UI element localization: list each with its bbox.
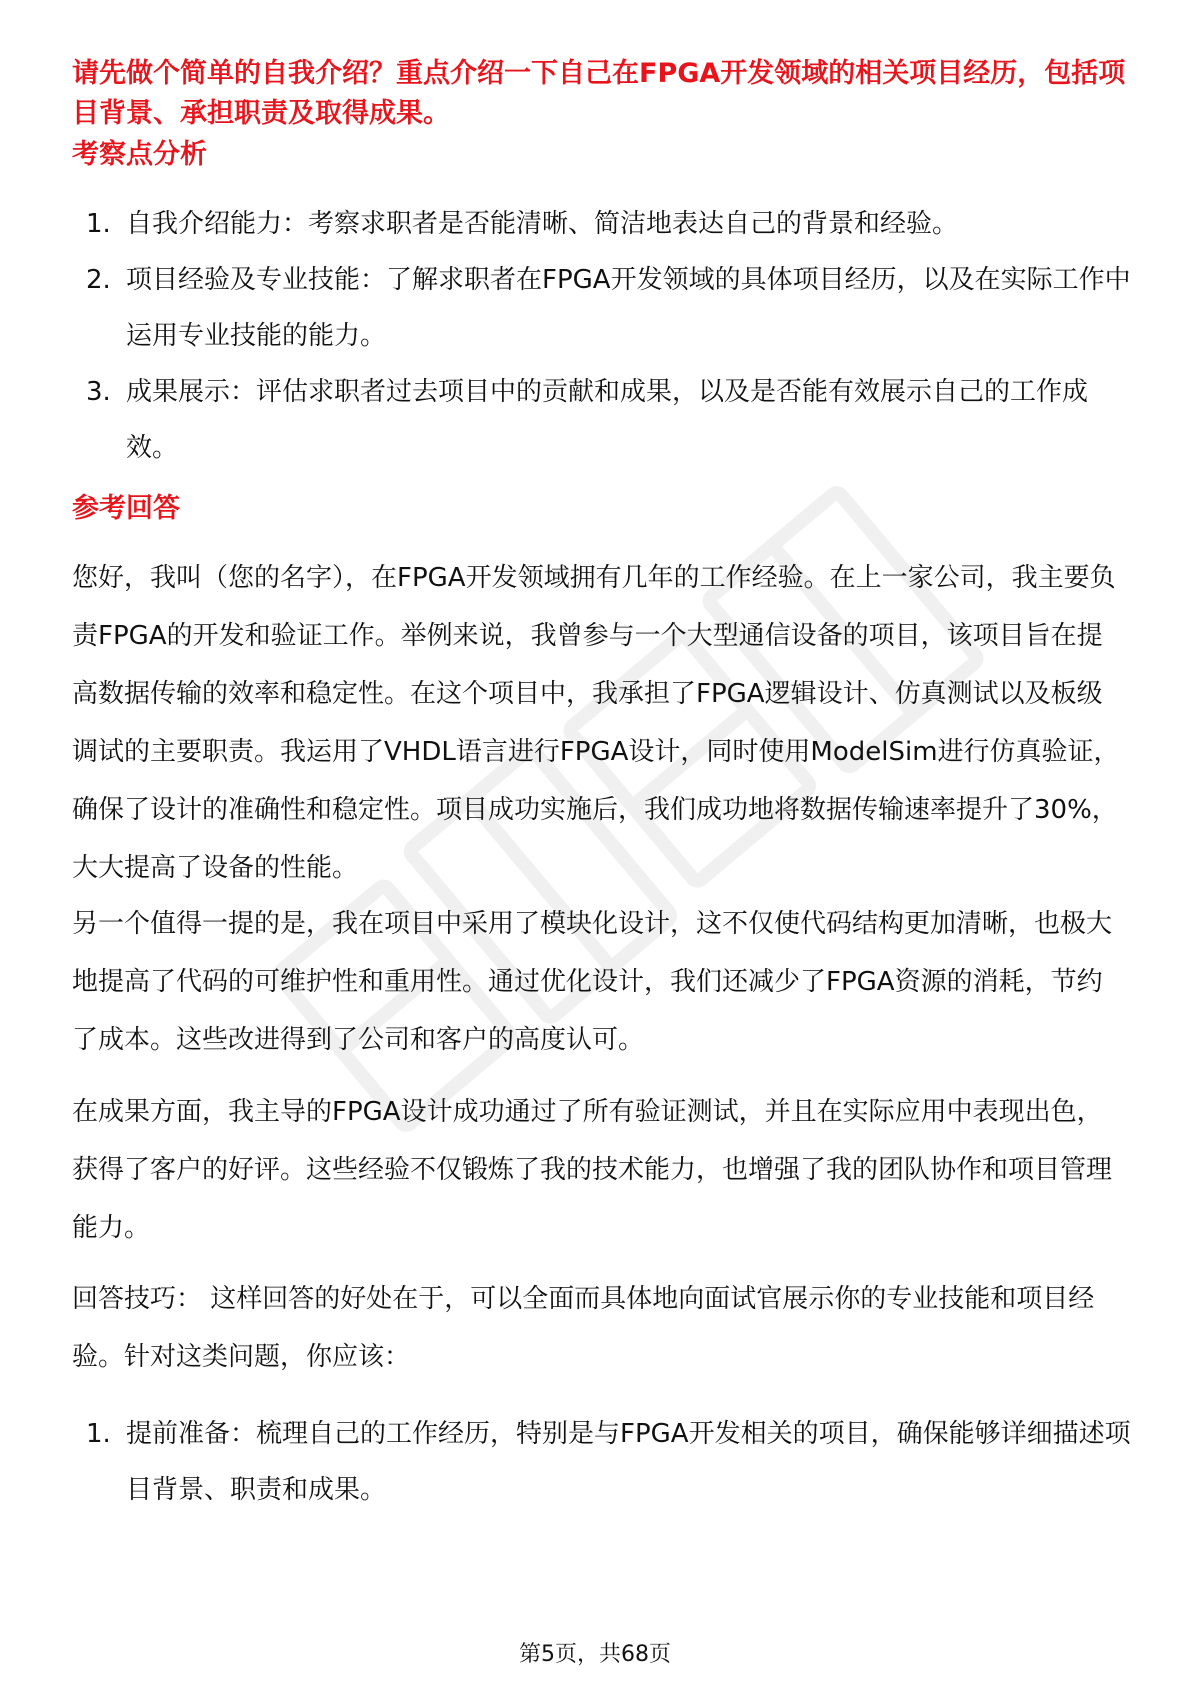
answer-tips-intro: 回答技巧： 这样回答的好处在于，可以全面而具体地向面试官展示你的专业技能和项目经验。针对这类问题，你应该： [72, 1284, 1095, 1372]
analysis-list [72, 196, 1132, 476]
list-number: 1. [86, 1419, 111, 1449]
answer-paragraph: 另一个值得一提的是，我在项目中采用了模块化设计，这不仅使代码结构更加清晰，也极大地提高了代码的可维护性和重用性。通过优化设计，我们还减少了FPGA资源的消耗，节约了成本。这些改进得到了公司和客户的高度认可。 [72, 909, 1113, 1055]
interview-question: 请先做个简单的自我介绍？重点介绍一下自己在FPGA开发领域的相关项目经历，包括项目背景、承担职责及取得成果。 [72, 58, 1126, 129]
tip-item [72, 1406, 1132, 1518]
analysis-item [72, 364, 1132, 476]
list-number: 3. [86, 377, 111, 407]
list-item-text: 提前准备：梳理自己的工作经历，特别是与FPGA开发相关的项目，确保能够详细描述项目背景、职责和成果。 [126, 1419, 1131, 1505]
analysis-heading: 考察点分析 [72, 139, 207, 170]
tips-list [72, 1406, 1132, 1518]
list-item-text: 成果展示：评估求职者过去项目中的贡献和成果，以及是否能有效展示自己的工作成效。 [126, 377, 1089, 463]
answer-paragraph: 在成果方面，我主导的FPGA设计成功通过了所有验证测试，并且在实际应用中表现出色，获得了客户的好评。这些经验不仅锻炼了我的技术能力，也增强了我的团队协作和项目管理能力。 [72, 1097, 1113, 1243]
answer-paragraph: 您好，我叫（您的名字），在FPGA开发领域拥有几年的工作经验。在上一家公司，我主要负责FPGA的开发和验证工作。举例来说，我曾参与一个大型通信设备的项目，该项目旨在提高数据传输的效率和稳定性。在这个项目中，我承担了FPGA逻辑设计、仿真测试以及板级调试的主要职责。我运用了VHDL语言进行FPGA设计，同时使用ModelSim进行仿真验证，确保了设计的准确性和稳定性。项目成功实施后，我们成功地将数据传输速率提升了30%，大大提高了设备的性能。 [72, 563, 1120, 883]
answer-heading: 参考回答 [72, 493, 180, 524]
list-number: 2. [86, 265, 111, 295]
list-item-text: 项目经验及专业技能：了解求职者在FPGA开发领域的具体项目经历，以及在实际工作中运用专业技能的能力。 [126, 265, 1131, 351]
list-number: 1. [86, 209, 111, 239]
page-number: 第5页，共68页 [519, 1642, 671, 1667]
list-item-text: 自我介绍能力：考察求职者是否能清晰、简洁地表达自己的背景和经验。 [126, 209, 959, 239]
analysis-item [72, 252, 1132, 364]
analysis-item [72, 196, 1132, 252]
